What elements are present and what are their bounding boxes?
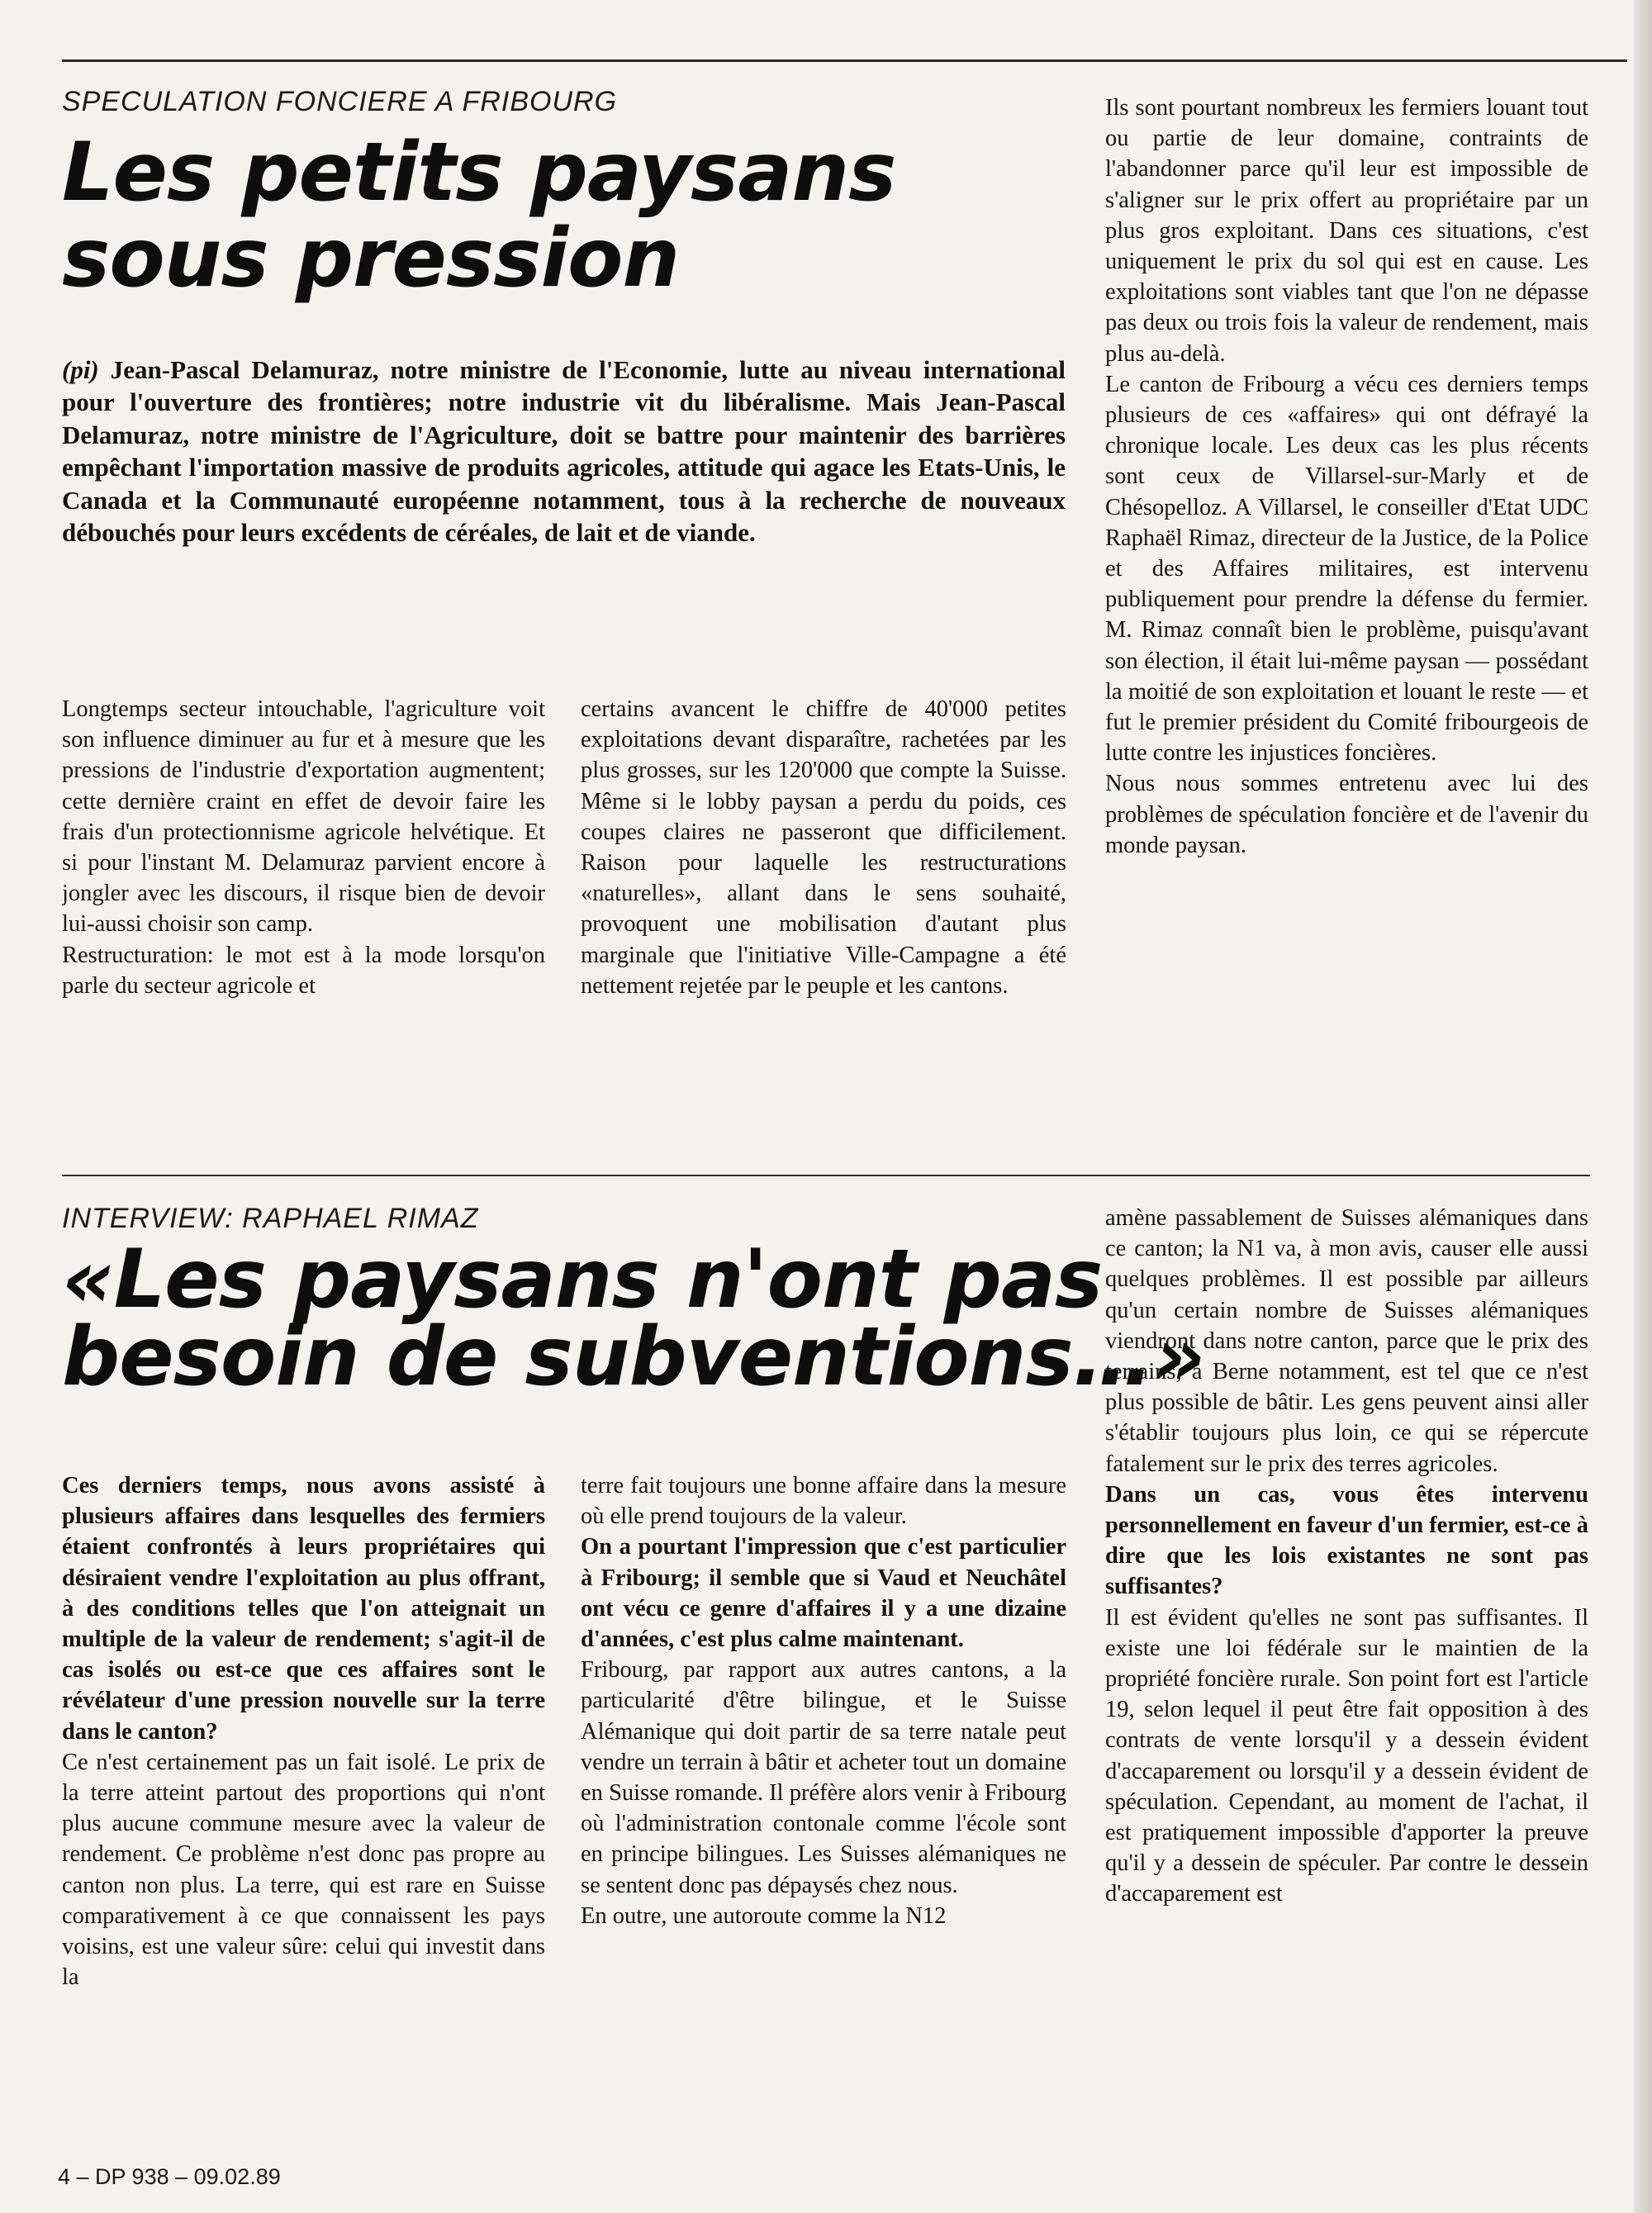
interview-answer-4: Il est évident qu'elles ne sont pas suffisantes. Il existe une loi fédérale sur le maintien de la propriété foncière rurale. Son point fort est l'article 19, selon lequel il peut être fait opposition à des contrats de vente lorsqu'il y a dessein évident d'accaparement ou lorsqu'il y a dessein évident de spéculation. Cependant, au moment de l'achat, il est pratiquement impossible d'apporter la preuve qu'il y a dessein de spéculer. Par contre le dessein d'accaparement est	[1105, 1604, 1588, 1907]
article1-title-line2: sous pression	[62, 211, 680, 306]
article1-lead	[62, 354, 1066, 549]
article1-column-2	[581, 694, 1066, 1099]
article1-col1-paragraph-2: Restructuration: le mot est à la mode lorsqu'on parle du secteur agricole et	[62, 942, 545, 999]
interview-question-3: Dans un cas, vous êtes intervenu personnellement en faveur d'un fermier, est-ce à dire que les lois existantes ne sont pas suffisantes?	[1105, 1481, 1588, 1600]
article1-column-3	[1105, 93, 1588, 1104]
section-divider	[62, 1175, 1590, 1176]
article1-column-1	[62, 694, 545, 1099]
article1-kicker: SPECULATION FONCIERE A FRIBOURG	[62, 86, 618, 117]
article2-column-1	[62, 1470, 545, 2139]
article2-title-line2: besoin de subventions…»	[62, 1310, 1205, 1404]
article1-col3-paragraph-1: Ils sont pourtant nombreux les fermiers louant tout ou partie de leur domaine, contraints de l'abandonner parce qu'il leur est impossible de s'aligner sur le prix offert au propriétaire par un plus gros exploitant. Dans ces situations, c'est uniquement le prix du sol qui est en cause. Les exploitations sont viables tant que l'on ne dépasse pas deux ou trois fois la valeur de rendement, mais plus au-delà.	[1105, 95, 1588, 367]
interview-answer-1-part-2: terre fait toujours une bonne affaire dans la mesure où elle prend toujours de la valeur.	[581, 1473, 1066, 1530]
article1-col3-paragraph-2: Le canton de Fribourg a vécu ces derniers temps plusieurs de ces «affaires» qui ont défrayé la chronique locale. Les deux cas les plus récents sont ceux de Villarsel-sur-Marly et de Chésopelloz. A Villarsel, le conseiller d'Etat UDC Raphaël Rimaz, directeur de la Justice, de la Police et des Affaires militaires, est intervenu publiquement pour prendre la défense du fermier. M. Rimaz connaît bien le problème, puisqu'avant son élection, il était lui-même paysan — possédant la moitié de son exploitation et louant le reste — et fut le premier président du Comité fribourgeois de lutte contre les injustices foncières.	[1105, 371, 1588, 767]
article2-column-3	[1105, 1203, 1588, 2139]
article1-col2-paragraph-1: certains avancent le chiffre de 40'000 petites exploitations devant disparaître, rachetées par les plus grosses, sur les 120'000 que compte la Suisse. Même si le lobby paysan a perdu du poids, ces coupes claires ne passeront que difficilement. Raison pour laquelle les restructurations «naturelles», allant dans le sens souhaité, provoquent une mobilisation d'autant plus marginale que l'initiative Ville-Campagne a été nettement rejetée par le peuple et les cantons.	[581, 696, 1066, 999]
page-edge	[1634, 0, 1652, 2213]
page-footer: 4 – DP 938 – 09.02.89	[58, 2164, 281, 2189]
lead-author-initials: (pi)	[62, 355, 99, 384]
interview-question-1: Ces derniers temps, nous avons assisté à plusieurs affaires dans lesquelles des fermiers étaient confrontés à leurs propriétaires qui désiraient vendre l'exploitation au plus offrant, à des conditions telles que l'on atteignait un multiple de la valeur de rendement; s'agit-il de cas isolés ou est-ce que ces affaires sont le révélateur d'une pression nouvelle sur la terre dans le canton?	[62, 1473, 545, 1745]
article2-title-line1: «Les paysans n'ont pas	[62, 1232, 1103, 1327]
interview-answer-2: Fribourg, par rapport aux autres cantons, a la particularité d'être bilingue, et le Suisse Alémanique qui doit partir de sa terre natale peut vendre un terrain à bâtir et acheter tout un domaine en Suisse romande. Il préfère alors venir à Fribourg où l'administration contonale comme l'école sont en principe bilingues. Les Suisses alémaniques ne se sentent donc pas dépaysés chez nous.	[581, 1657, 1066, 1898]
interview-answer-3-part-2: amène passablement de Suisses alémaniques dans ce canton; la N1 va, à mon avis, causer elle aussi quelques problèmes. Il est possible par ailleurs qu'un certain nombre de Suisses alémaniques viendront dans notre canton, parce que le prix des terrains, à Berne notamment, est tel que ce n'est plus possible de bâtir. Les gens peuvent ainsi aller s'établir toujours plus loin, ce qui se répercute fatalement sur le prix des terres agricoles.	[1105, 1205, 1588, 1477]
article1-col1-paragraph-1: Longtemps secteur intouchable, l'agriculture voit son influence diminuer au fur et à mesure que les pressions de l'industrie d'exportation augmentent; cette dernière craint en effet de devoir faire les frais d'un protectionnisme agricole helvétique. Et si pour l'instant M. Delamuraz parvient encore à jongler avec les discours, il risque bien de devoir lui-aussi choisir son camp.	[62, 696, 545, 938]
interview-question-2: On a pourtant l'impression que c'est particulier à Fribourg; il semble que si Vaud et Neuchâtel ont vécu ce genre d'affaires il y a une dizaine d'années, c'est plus calme maintenant.	[581, 1534, 1066, 1653]
interview-answer-3-part-1: En outre, une autoroute comme la N12	[581, 1902, 947, 1929]
article2-column-2	[581, 1470, 1066, 2139]
lead-text: Jean-Pascal Delamuraz, notre ministre de l'Economie, lutte au niveau international pour l'ouverture des frontières; notre industrie vit du libéralisme. Mais Jean-Pascal Delamuraz, notre ministre de l'Agriculture, doit se battre pour maintenir des barrières empêchant l'importation massive de produits agricoles, attitude qui agace les Etats-Unis, le Canada et la Communauté européenne notamment, tous à la recherche de nouveaux débouchés pour leurs excédents de céréales, de lait et de viande.	[62, 355, 1066, 548]
article1-col3-paragraph-3: Nous nous sommes entretenu avec lui des problèmes de spéculation foncière et de l'avenir du monde paysan.	[1105, 771, 1588, 858]
top-rule	[62, 59, 1627, 62]
article1-title-line1: Les petits paysans	[62, 126, 896, 220]
article2-kicker: INTERVIEW: RAPHAEL RIMAZ	[62, 1203, 479, 1234]
interview-answer-1-part-1: Ce n'est certainement pas un fait isolé. Le prix de la terre atteint partout des proportions qui n'ont plus aucune commune mesure avec la valeur de rendement. Ce problème n'est donc pas propre au canton non plus. La terre, qui est rare en Suisse comparativement à ce que connaissent les pays voisins, est une valeur sûre: celui qui investit dans la	[62, 1749, 545, 1991]
